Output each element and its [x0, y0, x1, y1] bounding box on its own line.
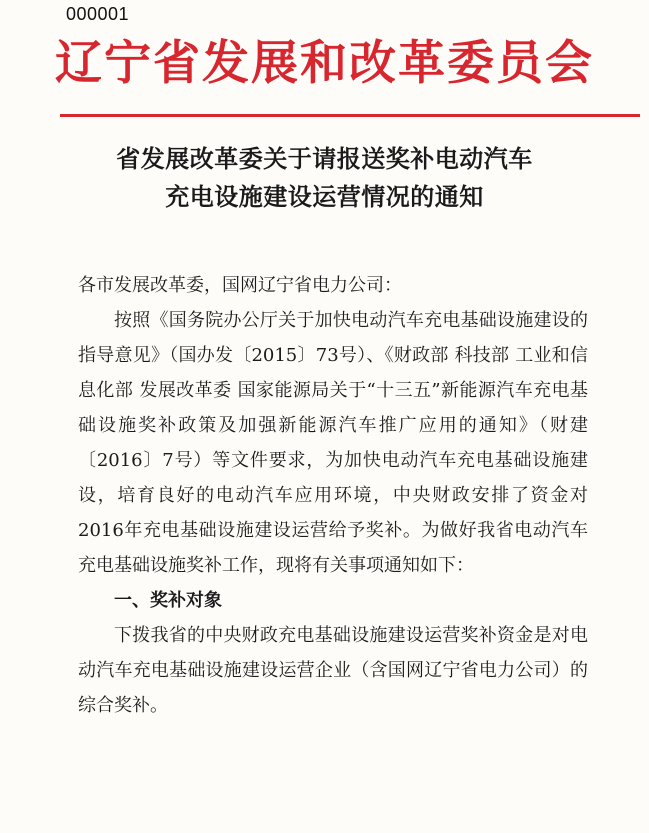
body-paragraph-1: 按照《国务院办公厅关于加快电动汽车充电基础设施建设的指导意见》（国办发〔2015〕73号）、《财政部 科技部 工业和信息化部 发展改革委 国家能源局关于“十三五”新能源汽车充电基础设施奖补政策及加强新能源汽车推广应用的通知》（财建〔2016〕7号）等文件要求，为加快电动汽车充电基础设施建设，培育良好的电动汽车应用环境，中央财政安排了资金对2016年充电基础设施建设运营给予奖补。为做好我省电动汽车充电基础设施奖补工作，现将有关事项通知如下：	[78, 310, 588, 576]
document-number: 000001	[66, 4, 130, 24]
salutation: 各市发展改革委，国网辽宁省电力公司：	[78, 275, 402, 296]
issuing-authority-header: 辽宁省发展和改革委员会	[55, 36, 594, 91]
red-header-rule	[60, 114, 640, 117]
notice-title	[0, 140, 649, 216]
notice-title-line-1: 省发展改革委关于请报送奖补电动汽车	[116, 145, 533, 173]
notice-title-line-2: 充电设施建设运营情况的通知	[165, 183, 484, 211]
notice-body	[78, 268, 588, 723]
section-1-text: 下拨我省的中央财政充电基础设施建设运营奖补资金是对电动汽车充电基础设施建设运营企业（含国网辽宁省电力公司）的综合奖补。	[78, 625, 588, 716]
section-1-heading: 一、奖补对象	[114, 590, 222, 611]
